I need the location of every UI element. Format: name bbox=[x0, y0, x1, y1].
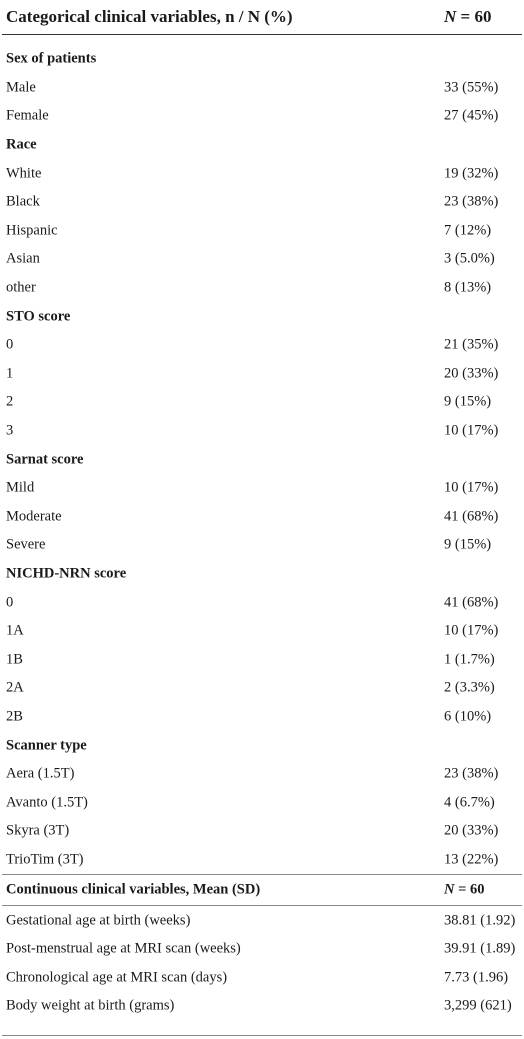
categorical-header-label: Categorical clinical variables, n / N (%) bbox=[6, 7, 293, 26]
row-label: NICHD-NRN score bbox=[6, 565, 127, 582]
row-label: Severe bbox=[6, 536, 46, 553]
row-value: 13 (22%) bbox=[444, 851, 499, 868]
row-label: Female bbox=[6, 107, 49, 124]
row-label: Sex of patients bbox=[6, 50, 97, 67]
row-label: TrioTim (3T) bbox=[6, 851, 84, 868]
row-label: Black bbox=[6, 193, 40, 210]
row-value: 7 (12%) bbox=[444, 222, 492, 239]
continuous-header-row bbox=[0, 875, 524, 905]
row-label: Scanner type bbox=[6, 737, 87, 754]
table-row bbox=[0, 703, 524, 732]
row-label: Chronological age at MRI scan (days) bbox=[6, 969, 228, 986]
row-value: 27 (45%) bbox=[444, 107, 499, 124]
n-symbol: N bbox=[444, 7, 457, 26]
section-title bbox=[0, 302, 524, 331]
row-value: 21 (35%) bbox=[444, 336, 499, 353]
row-value: 41 (68%) bbox=[444, 508, 499, 525]
section-title bbox=[0, 560, 524, 589]
row-value: 33 (55%) bbox=[444, 79, 499, 96]
table-row bbox=[0, 188, 524, 217]
table-header-row bbox=[0, 0, 524, 34]
row-value: 38.81 (1.92) bbox=[444, 912, 516, 929]
table-row bbox=[0, 846, 524, 875]
row-label: 1A bbox=[6, 622, 24, 639]
row-value: 3,299 (621) bbox=[444, 997, 512, 1014]
row-label: 0 bbox=[6, 594, 14, 611]
row-value: 39.91 (1.89) bbox=[444, 940, 516, 957]
row-value: 2 (3.3%) bbox=[444, 679, 495, 696]
row-label: Hispanic bbox=[6, 222, 58, 239]
row-label: STO score bbox=[6, 308, 71, 325]
row-value: 10 (17%) bbox=[444, 422, 499, 439]
row-label: 2A bbox=[6, 679, 24, 696]
continuous-n-header bbox=[444, 882, 485, 899]
row-label: Moderate bbox=[6, 508, 62, 525]
table-row bbox=[0, 963, 524, 992]
row-label: 1B bbox=[6, 651, 23, 668]
continuous-n-value: = 60 bbox=[458, 881, 485, 898]
table-row bbox=[0, 788, 524, 817]
table-row bbox=[0, 417, 524, 446]
row-label: Aera (1.5T) bbox=[6, 765, 75, 782]
row-label: Race bbox=[6, 136, 37, 153]
row-value: 41 (68%) bbox=[444, 594, 499, 611]
table-row bbox=[0, 617, 524, 646]
table-row bbox=[0, 217, 524, 246]
row-label: Avanto (1.5T) bbox=[6, 794, 88, 811]
row-label: Sarnat score bbox=[6, 451, 84, 468]
row-value: 3 (5.0%) bbox=[444, 250, 495, 267]
table-bottom-rule bbox=[2, 1035, 522, 1036]
row-label: other bbox=[6, 279, 36, 296]
table-row bbox=[0, 760, 524, 789]
row-value: 1 (1.7%) bbox=[444, 651, 495, 668]
row-value: 20 (33%) bbox=[444, 365, 499, 382]
n-value: = 60 bbox=[460, 7, 492, 26]
table-row bbox=[0, 674, 524, 703]
table-row bbox=[0, 331, 524, 360]
row-label: 0 bbox=[6, 336, 14, 353]
table-row bbox=[0, 388, 524, 417]
row-label: Body weight at birth (grams) bbox=[6, 997, 175, 1014]
table-row bbox=[0, 245, 524, 274]
row-label: Skyra (3T) bbox=[6, 822, 70, 839]
table-row bbox=[0, 906, 524, 935]
row-value: 9 (15%) bbox=[444, 536, 492, 553]
table-row bbox=[0, 935, 524, 964]
row-label: Gestational age at birth (weeks) bbox=[6, 912, 191, 929]
row-label: Post-menstrual age at MRI scan (weeks) bbox=[6, 940, 241, 957]
table-row bbox=[0, 992, 524, 1021]
row-label: Mild bbox=[6, 479, 35, 496]
table-row bbox=[0, 645, 524, 674]
row-value: 4 (6.7%) bbox=[444, 794, 495, 811]
section-title bbox=[0, 45, 524, 74]
row-value: 10 (17%) bbox=[444, 622, 499, 639]
section-title bbox=[0, 445, 524, 474]
table-row bbox=[0, 102, 524, 131]
table-row bbox=[0, 360, 524, 389]
row-label: 2B bbox=[6, 708, 23, 725]
table-row bbox=[0, 159, 524, 188]
row-value: 20 (33%) bbox=[444, 822, 499, 839]
row-value: 9 (15%) bbox=[444, 393, 492, 410]
row-label: Male bbox=[6, 79, 36, 96]
section-title bbox=[0, 731, 524, 760]
row-value: 19 (32%) bbox=[444, 165, 499, 182]
row-value: 6 (10%) bbox=[444, 708, 492, 725]
row-value: 23 (38%) bbox=[444, 765, 499, 782]
table-row bbox=[0, 274, 524, 303]
row-value: 8 (13%) bbox=[444, 279, 492, 296]
categorical-body bbox=[0, 45, 524, 874]
table-row bbox=[0, 817, 524, 846]
n-header bbox=[444, 7, 491, 27]
row-label: 2 bbox=[6, 393, 14, 410]
continuous-n-symbol: N bbox=[444, 881, 455, 898]
continuous-header-label: Continuous clinical variables, Mean (SD) bbox=[6, 881, 261, 898]
row-label: 1 bbox=[6, 365, 14, 382]
section-title bbox=[0, 131, 524, 160]
continuous-body bbox=[0, 906, 524, 1020]
row-value: 7.73 (1.96) bbox=[444, 969, 509, 986]
row-label: 3 bbox=[6, 422, 14, 439]
table-row bbox=[0, 531, 524, 560]
row-value: 23 (38%) bbox=[444, 193, 499, 210]
table-row bbox=[0, 588, 524, 617]
table-row bbox=[0, 474, 524, 503]
table-row bbox=[0, 503, 524, 532]
row-label: White bbox=[6, 165, 42, 182]
table-row bbox=[0, 74, 524, 103]
row-label: Asian bbox=[6, 250, 40, 267]
row-value: 10 (17%) bbox=[444, 479, 499, 496]
